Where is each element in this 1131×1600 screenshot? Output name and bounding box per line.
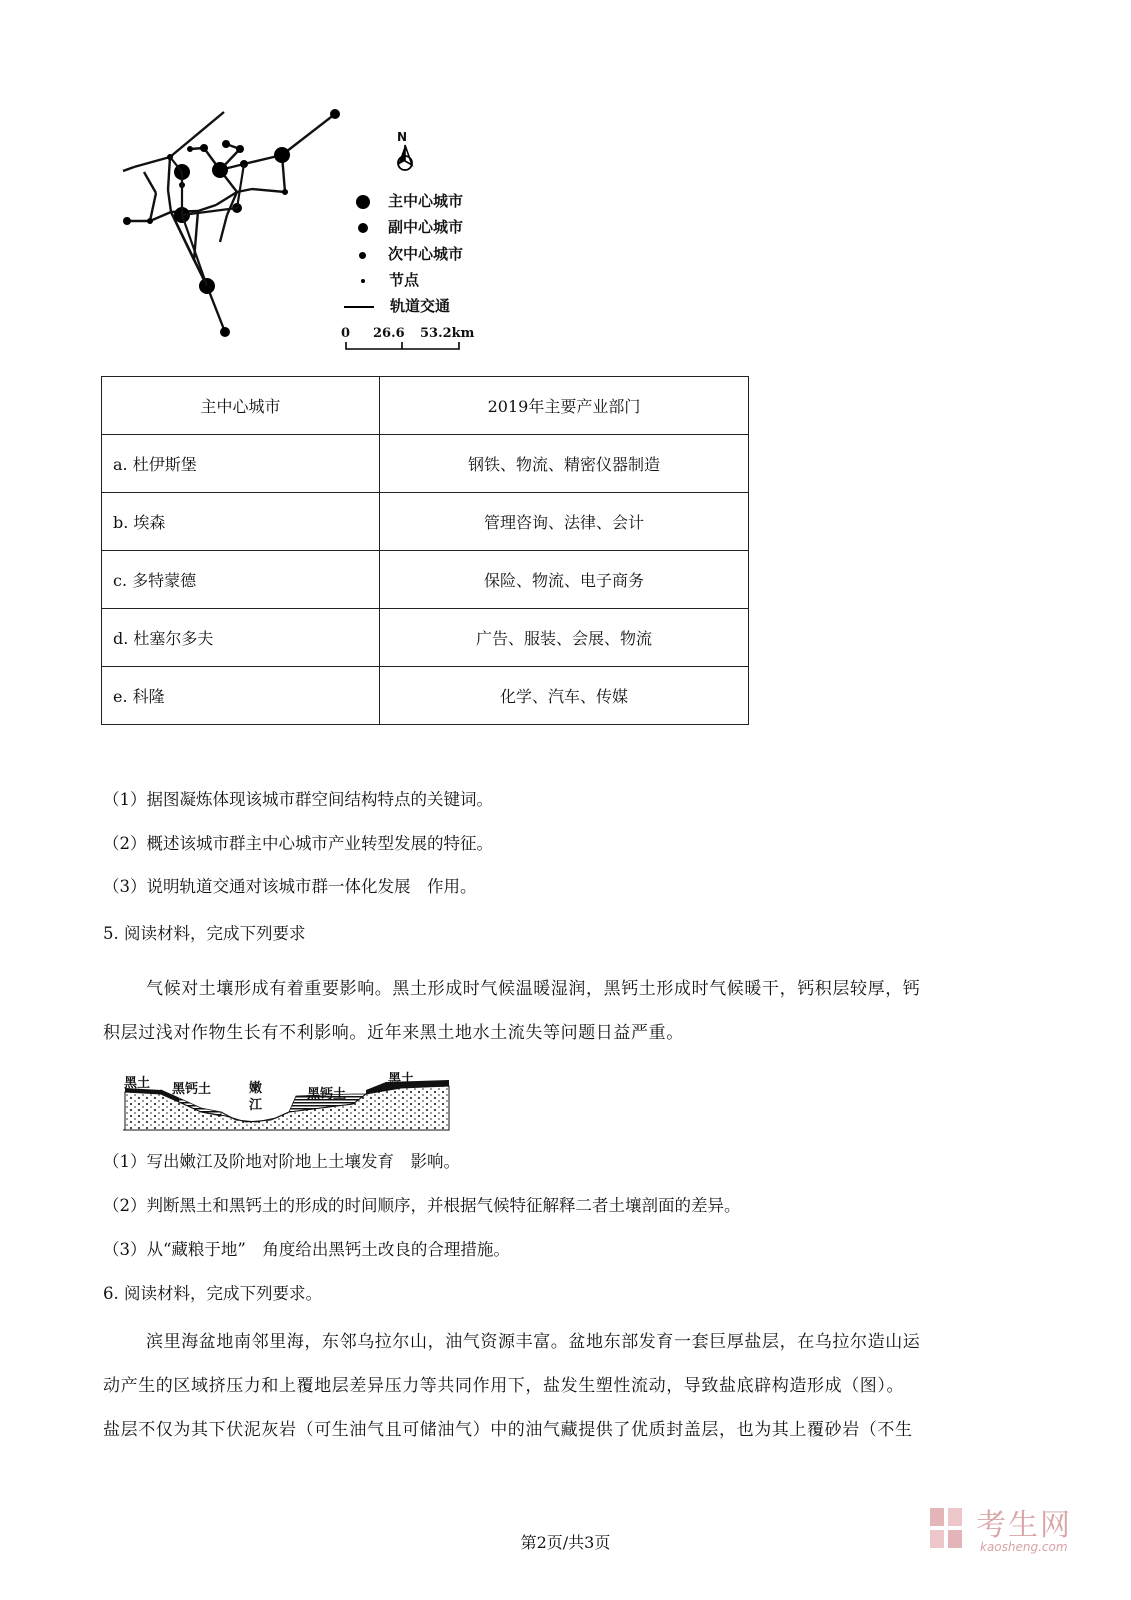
q6-material-line-2: 动产生的区域挤压力和上覆地层差异压力等共同作用下，盐发生塑性流动，导致盐底辟构造形成（图）。 <box>103 1376 905 1396</box>
q6-material-line-3: 盐层不仅为其下伏泥灰岩（可生油气且可储油气）中的油气藏提供了优质封盖层，也为其上覆砂岩（不生 <box>103 1420 913 1440</box>
scale-label-0: 0 <box>341 326 351 341</box>
soil-label-jiang: 江 <box>249 1098 263 1113</box>
table-cell-industry: 管理咨询、法律、会计 <box>380 493 749 551</box>
table-cell-industry: 钢铁、物流、精密仪器制造 <box>380 435 749 493</box>
legend-item-node <box>348 269 419 290</box>
industry-table <box>101 376 749 725</box>
table-cell-city: e. 科隆 <box>102 667 380 725</box>
scale-label-mid: 26.6 <box>373 326 405 341</box>
q4-item-3: （3）说明轨道交通对该城市群一体化发展 作用。 <box>103 877 477 896</box>
scale-label-max: 53.2km <box>420 326 475 341</box>
large-dot-icon <box>356 195 370 209</box>
city-cluster-map <box>112 100 352 345</box>
table-header-city: 主中心城市 <box>102 377 380 435</box>
table-row <box>102 609 749 667</box>
legend-label: 轨道交通 <box>390 297 451 315</box>
table-row <box>102 435 749 493</box>
table-cell-industry: 保险、物流、电子商务 <box>380 551 749 609</box>
table-header-industry: 2019年主要产业部门 <box>380 377 749 435</box>
legend-item-minor-city <box>348 243 463 264</box>
q4-item-1: （1）据图凝炼体现该城市群空间结构特点的关键词。 <box>103 790 493 809</box>
legend-label: 节点 <box>389 271 420 289</box>
scale-bar-line <box>344 340 464 352</box>
table-cell-city: c. 多特蒙德 <box>102 551 380 609</box>
legend-label: 副中心城市 <box>388 218 464 236</box>
watermark-text: 考生网 <box>976 1508 1072 1543</box>
table-row <box>102 667 749 725</box>
q5-heading: 5. 阅读材料，完成下列要求 <box>103 924 306 943</box>
q5-item-1: （1）写出嫩江及阶地对阶地上土壤发育 影响。 <box>103 1152 460 1171</box>
north-label: N <box>397 130 408 144</box>
q5-material-line-1: 气候对土壤形成有着重要影响。黑土形成时气候温暖湿润，黑钙土形成时气候暖干，钙积层较厚，钙 <box>146 979 921 999</box>
table-cell-industry: 广告、服装、会展、物流 <box>380 609 749 667</box>
q5-material-line-2: 积层过浅对作物生长有不利影响。近年来黑土地水土流失等问题日益严重。 <box>103 1023 684 1043</box>
table-cell-industry: 化学、汽车、传媒 <box>380 667 749 725</box>
legend-item-rail <box>344 295 450 316</box>
q5-item-3: （3）从“藏粮于地” 角度给出黑钙土改良的合理措施。 <box>103 1240 510 1259</box>
watermark-url: kaosheng.com <box>980 1540 1068 1554</box>
soil-label-black-left: 黑土 <box>124 1076 151 1091</box>
legend-item-sub-city <box>348 216 463 237</box>
small-dot-icon <box>359 252 366 259</box>
north-arrow <box>392 130 422 174</box>
q4-item-2: （2）概述该城市群主中心城市产业转型发展的特征。 <box>103 834 493 853</box>
table-row <box>102 493 749 551</box>
table-cell-city: a. 杜伊斯堡 <box>102 435 380 493</box>
q6-heading: 6. 阅读材料，完成下列要求。 <box>103 1284 322 1303</box>
tiny-dot-icon <box>361 279 365 283</box>
q5-item-2: （2）判断黑土和黑钙土的形成的时间顺序，并根据气候特征解释二者土壤剖面的差异。 <box>103 1196 741 1215</box>
soil-label-black-right: 黑土 <box>388 1072 415 1087</box>
soil-label-chernozem-left: 黑钙土 <box>172 1082 212 1097</box>
legend-item-main-city <box>348 190 463 211</box>
watermark-logo-icon <box>928 1504 970 1554</box>
table-cell-city: b. 埃森 <box>102 493 380 551</box>
legend-label: 次中心城市 <box>388 245 464 263</box>
soil-label-nen: 嫩 <box>249 1081 263 1096</box>
soil-label-chernozem-right: 黑钙土 <box>307 1087 347 1102</box>
watermark <box>928 1498 1108 1568</box>
table-header-row <box>102 377 749 435</box>
q6-material-line-1: 滨里海盆地南邻里海，东邻乌拉尔山，油气资源丰富。盆地东部发育一套巨厚盐层，在乌拉尔造山运 <box>146 1332 921 1352</box>
rail-line-icon <box>344 306 374 308</box>
legend-label: 主中心城市 <box>388 192 464 210</box>
north-arrow-icon <box>392 143 422 173</box>
page-footer: 第2页/共3页 <box>520 1533 611 1552</box>
table-cell-city: d. 杜塞尔多夫 <box>102 609 380 667</box>
medium-dot-icon <box>358 223 368 233</box>
table-row <box>102 551 749 609</box>
